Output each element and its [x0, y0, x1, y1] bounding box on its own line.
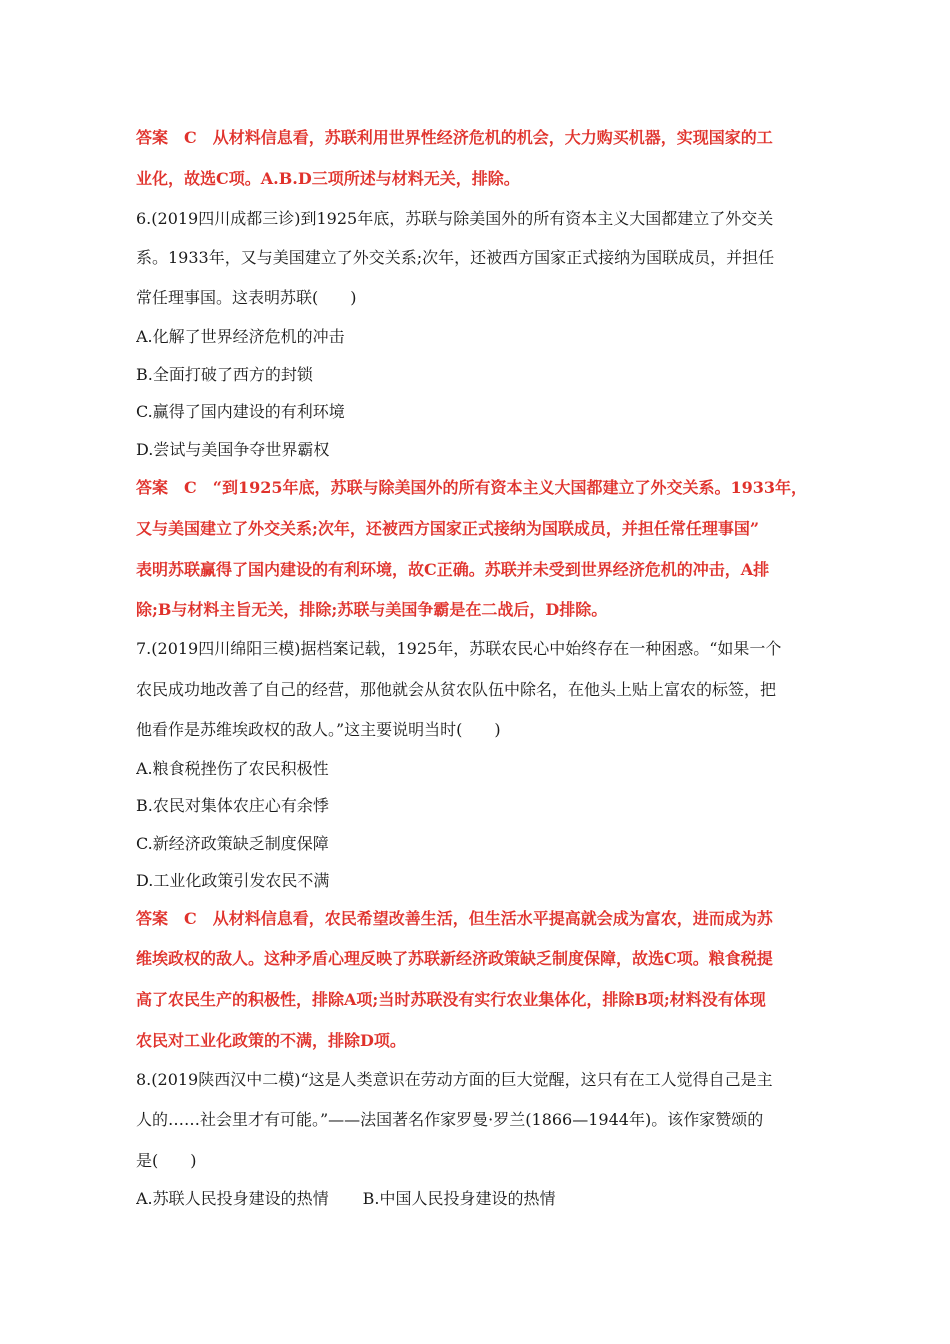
question-7-option-b: B.农民对集体农庄心有余悸: [136, 796, 329, 815]
question-7-line-2: 农民成功地改善了自己的经营，那他就会从贫农队伍中除名，在他头上贴上富农的标签，把: [136, 680, 777, 699]
answer-7-line-1: 答案 C 从材料信息看，农民希望改善生活，但生活水平提高就会成为富农，进而成为苏: [136, 909, 773, 928]
question-8-line-2: 人的……社会里才有可能。”——法国著名作家罗曼·罗兰(1866—1944年)。该作家赞颂的: [136, 1110, 764, 1129]
answer-7-line-3: 高了农民生产的积极性，排除A项;当时苏联没有实行农业集体化，排除B项;材料没有体现: [136, 990, 766, 1009]
question-6-line-1: 6.(2019四川成都三诊)到1925年底，苏联与除美国外的所有资本主义大国都建立了外交关: [136, 209, 774, 228]
question-8-option-b: B.中国人民投身建设的热情: [362, 1189, 556, 1208]
question-7-line-3: 他看作是苏维埃政权的敌人。”这主要说明当时( ): [136, 720, 501, 739]
question-6-option-b: B.全面打破了西方的封锁: [136, 365, 313, 384]
answer-6-line-3: 表明苏联赢得了国内建设的有利环境，故C正确。苏联并未受到世界经济危机的冲击，A排: [136, 560, 770, 579]
answer-5-line-2: 业化，故选C项。A.B.D三项所述与材料无关，排除。: [136, 169, 520, 188]
answer-6-line-2: 又与美国建立了外交关系;次年，还被西方国家正式接纳为国联成员，并担任常任理事国”: [136, 519, 760, 538]
question-6-option-d: D.尝试与美国争夺世界霸权: [136, 440, 330, 459]
question-8-option-a: A.苏联人民投身建设的热情: [136, 1189, 329, 1208]
answer-7-line-4: 农民对工业化政策的不满，排除D项。: [136, 1031, 406, 1050]
question-6-line-3: 常任理事国。这表明苏联( ): [136, 288, 357, 307]
question-6-option-a: A.化解了世界经济危机的冲击: [136, 327, 345, 346]
question-8-options-row: [136, 1188, 826, 1210]
question-6-option-c: C.赢得了国内建设的有利环境: [136, 402, 345, 421]
question-8-line-1: 8.(2019陕西汉中二模)“这是人类意识在劳动方面的巨大觉醒，这只有在工人觉得自己是主: [136, 1070, 773, 1089]
answer-7-line-2: 维埃政权的敌人。这种矛盾心理反映了苏联新经济政策缺乏制度保障，故选C项。粮食税提: [136, 949, 773, 968]
answer-6-line-4: 除;B与材料主旨无关，排除;苏联与美国争霸是在二战后，D排除。: [136, 600, 608, 619]
question-8-line-3: 是( ): [136, 1151, 197, 1170]
question-7-option-d: D.工业化政策引发农民不满: [136, 871, 330, 890]
answer-5-line-1: 答案 C 从材料信息看，苏联利用世界性经济危机的机会，大力购买机器，实现国家的工: [136, 128, 773, 147]
question-7-line-1: 7.(2019四川绵阳三模)据档案记载，1925年，苏联农民心中始终存在一种困惑。“如果一个: [136, 639, 782, 658]
answer-6-line-1: 答案 C “到1925年底，苏联与除美国外的所有资本主义大国都建立了外交关系。1933年，: [136, 478, 808, 497]
question-7-option-a: A.粮食税挫伤了农民积极性: [136, 759, 329, 778]
question-6-line-2: 系。1933年，又与美国建立了外交关系;次年，还被西方国家正式接纳为国联成员，并担任: [136, 248, 775, 267]
question-7-option-c: C.新经济政策缺乏制度保障: [136, 834, 329, 853]
